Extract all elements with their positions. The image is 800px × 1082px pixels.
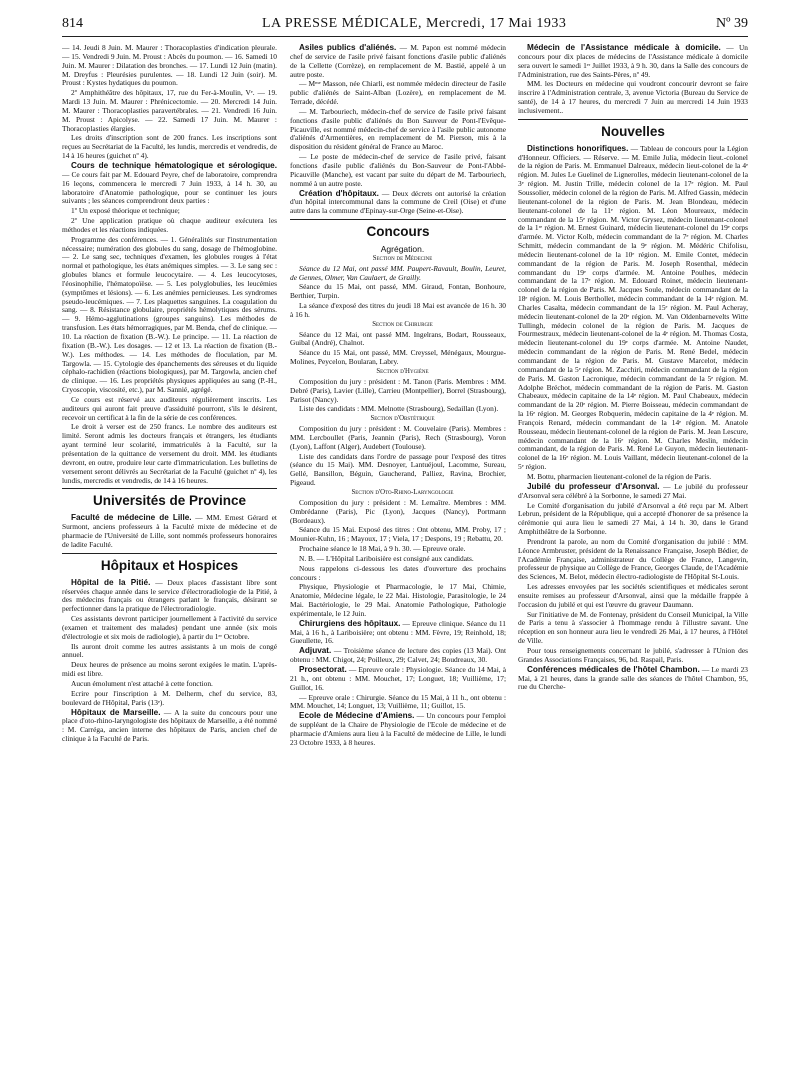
- paragraph: 2º Amphithéâtre des hôpitaux, 17, rue du Fer-à-Moulin, Vᵉ. — 19. Mardi 13 Juin. M. Maurer : Phrénicectomie. — 20. Mercredi 14 Juin. M. Maurer : Thoracoplasties paravertébrales. — 21. Vendredi 16 Juin. M. Proust : Apicolyse. — 22. Samedi 17 Juin. M. Maurer : Thoracoplasties élargies.: [62, 88, 277, 133]
- article-heading: Conférences médicales de l'hôtel Chambon.: [527, 664, 700, 674]
- article-heading: Prosectorat.: [299, 665, 347, 674]
- issue-number: Nº 39: [716, 16, 748, 31]
- article-heading: Distinctions honorifiques.: [527, 143, 629, 153]
- article-heading: Faculté de médecine de Lille.: [71, 513, 192, 523]
- page-header: [62, 14, 748, 37]
- article-text: — Troisième séance de lecture des copies (13 Mai). Ont obtenu : MM. Chigot, 24; Poilleux, 29; Calvet, 24; Boudreaux, 30.: [290, 646, 506, 665]
- article-heading: Asiles publics d'aliénés.: [299, 44, 397, 52]
- paragraph: — Le poste de médecin-chef de service de l'asile privé, faisant fonctions d'asile public d'aliénés du Bon-Sauveur de Pont-l'Abbé-Picauville (Manche), est vacant par suite du départ de M. Tarbouriech, nommé à un autre poste.: [290, 152, 506, 188]
- paragraph: 2º Une application pratique où chaque auditeur exécutera les méthodes et les réactions indiquées.: [62, 216, 277, 234]
- article-text: — Epreuve clinique. Séance du 11 Mai, à 16 h., à Lariboisière; ont obtenu : MM. Fèvre, 19; Reinhold, 18; Gueullette, 16.: [290, 618, 506, 646]
- article-text: — Tableau de concours pour la Légion d'Honneur. Officiers. — Réserve. — M. Emile Julia, médecin lieut.-colonel de la région de Paris. M. Emmanuel Dalreaux, médecin lieut-colonel de la 4ᵉ région. M. Jules Le Guelinel de Lignerolles, médecin lieutenant-colonel de la 3ᵉ région. M. Justin Trille, médecin colonel de la 17ᵉ région. M. Paul Soussolier, médecin colonel de la région de Paris. M. Alfred Gassin, médecin lieutenant-colonel de la région de Paris. M. Jean Blondeau, médecin lieutenant-colonel de la 11ᵉ région. M. Léon Moureaux, médecin commandant de la 15ᵉ région. M. Victor Grysez, médecin lieutenant-colonel de la 1ʳᵉ région. M. Ernest Guinard, médecin lieutenant-colonel du 19ᵉ corps d'armée. M. Victor Kolb, médecin commandant de la 7ᵉ région. M. Charles Schmitt, médecin commandant de la 9ᵉ région. M. Médéric Chifolisu, médecin lieutenant-colonel de la 10ᵉ région. M. Emile Contet, médecin commandant de la région de Paris. M. Joseph Rosenthal, médecin commandant du 19ᵉ corps d'armée. M. Antoine Poulhes, médecin commandant de la 17ᵉ région. M. Edouard Roinet, médecin lieutenant-colonel de la région de Paris. M. Jacques Soule, médecin commandant de la 18ᵉ région. M. Louis Berthollet, médecin commandant de la 14ᵉ région. M. Charles Casalta, médecin commandant de la 15ᵉ région. M. Paul Acheray, médecin lieutenant-colonel de la 20ᵉ région. M. Van Oldenbarnevelts Witte Tullingh, médecin colonel de la région de Paris. M. Jacques de Fourmestraux, médecin lieutenant-colonel de la 4ᵉ région. M. Thomas Costa, médecin lieutenant-colonel du 19ᵉ corps d'armée. M. Antoine Naudet, médecin commandant de la région de Paris. M. René Bedel, médecin commandant de la région de Paris. M. Gustave Marcelot, médecin commandant de la 5ᵉ région. M. Zacchiri, médecin commandant de la région de Paris. M. Gaston Lacronique, médecin commandant de la 5ᵉ région. M. Adolphe Bréchot, médecin commandant de la région de Paris. M. Gaston Chabeaux, médecin capitaine de la 14ᵉ région. M. Paul Chabeaux, médecin commandant de la 20ᵉ région. M. Pierre Boisseau, médecin commandant de la 16ᵉ région. M. Georges Robquerin, médecin capitaine de la 4ᵉ région. M. François Renard, médecin commandant de la 14ᵉ région. M. Anatole Rousseau, médecin lieutenant-colonel de la région de Paris. M. Jean Lescure, médecin commandant de la 16ᵉ région. M. Charles Meslin, médecin commandant, de la région de Paris. M. René Le Guyon, médecin lieutenant-colonel de la 16ᵉ région. M. Louis Vaillant, médecin lieutenant-colonel de la 5ᵉ région.: [518, 143, 748, 472]
- paragraph: Composition du jury : président : M. Lemaître. Membres : MM. Ombrédanne (Paris), Pic (Lyon), Jacques (Nancy), Portmann (Bordeaux).: [290, 497, 506, 525]
- column-2: [290, 44, 506, 1074]
- article-heading: Médecin de l'Assistance médicale à domicile.: [527, 44, 721, 52]
- paragraph: Séance du 15 Mai, ont passé, MM. Giraud, Fontan, Bonhoure, Berthier, Turpin.: [290, 282, 506, 301]
- article-heading: Adjuvat.: [299, 646, 332, 656]
- article-text: — MM. Ernest Gérard et Surmont, anciens professeurs à la Faculté mixte de médecine et de pharmacie de l'Université de Lille, sont nommés professeurs honoraires de ladite Faculté.: [62, 513, 277, 549]
- subsection-heading: Section d'Oto-Rhino-Laryngologie: [351, 488, 454, 496]
- column-1: [62, 44, 277, 1074]
- paragraph: Séance du 12 Mai, ont passé MM. Ingelrans, Bodart, Rousseaux, Guibal (André), Chalnot.: [290, 329, 506, 348]
- paragraph: Liste des candidats dans l'ordre de passage pour l'exposé des titres (séance du 15 Mai). MM. Desnoyer, Lantuéjoul, Lacomme, Sureau, Gellé, Bansillon, Béguin, Gaucherand, Palliez, Ravina, Brochier, Pigeaud.: [290, 451, 506, 488]
- divider: [518, 119, 748, 120]
- subsection-heading: Section de Chirurgie: [372, 320, 433, 328]
- subsection-heading: Section d'Obstétrique: [370, 415, 435, 423]
- paragraph: — 14. Jeudi 8 Juin. M. Maurer : Thoracoplasties d'indication pleurale. — 15. Vendredi 9 Juin. M. Proust : Abcès du poumon. — 16. Samedi 10 Juin. M. Maurer : Dilatation des bronches. — 17. Lundi 12 Juin (matin). M. Dreyfus : Pleurésies purulentes. — 18. Lundi 12 Juin (soir). M. Proust : Kystes hydatiques du poumon.: [62, 44, 277, 88]
- paragraph: — M. Tarbouriech, médecin-chef de service de l'asile privé faisant fonctions d'asile public d'aliénés du Bon Sauveur de Pont-l'Evêque-Picauville, est nommé médecin-chef de service à l'asile public autonome d'aliénés d'Armentières, en remplacement de M. Pierson, mis à la disposition du résident général de France au Maroc.: [290, 106, 506, 152]
- section-title-concours: Concours: [366, 224, 430, 240]
- article-text: — Un concours pour l'emploi de suppléant de la Chaire de Physiologie de l'Ecole de médecine et de pharmacie d'Amiens aura lieu à la Faculté de médecine de Lille, le lundi 23 Octobre 1933, à 8 heures.: [290, 711, 506, 747]
- divider: [290, 219, 506, 220]
- paragraph: Les adresses envoyées par les sociétés scientifiques et médicales seront ensuite remises au professeur d'Arsonval, ainsi que la médaille frappée à l'occasion du jubilé et qui est l'œuvre du graveur Daumann.: [518, 582, 748, 609]
- article-heading: Hôpital de la Pitié.: [71, 577, 151, 587]
- article-text: — Deux décrets ont autorisé la création d'un hôpital intercommunal dans la commune de Creil (Oise) et d'une autre dans la commune d'Epinay-sur-Orge (Seine-et-Oise).: [290, 188, 506, 216]
- paragraph: Prendront la parole, au nom du Comité d'organisation du jubilé : MM. Léonce Armbruster, président de la Renaissance Française, Joseph Bédier, de l'Académie Française, administrateur du Collège de France, Langevin, professeur de physique au Collège de France, Georges Claude, de l'Académie des Sciences, M. Belot, médecin électro-radiologiste de l'Hôpital St-Louis.: [518, 536, 748, 582]
- section-title-universites: Universités de Province: [92, 493, 247, 509]
- article-text: — Epreuve orale : Physiologie. Séance du 14 Mai, à 21 h., ont obtenu : MM. Mouchet, 17; Longuet, 18; Vuillième, 17; Guillot, 16.: [290, 665, 506, 692]
- paragraph: Le droit à verser est de 250 francs. Le nombre des auditeurs est limité. Seront admis les docteurs français et étrangers, les étudiants ayant terminé leur scolarité, immatriculés à la Faculté, sur la présentation de la quittance de versement du droit. MM. les étudiants devront, en outre, produire leur carte d'immatriculation. Les bulletins de versement seront délivrés au Secrétariat de la Faculté (guichet nº 4), les lundis, mercredis et vendredis, de 14 à 16 heures.: [62, 422, 277, 485]
- article-heading: Création d'hôpitaux.: [299, 188, 379, 198]
- journal-title: LA PRESSE MÉDICALE, Mercredi, 17 Mai 1933: [262, 16, 567, 31]
- paragraph: Le Comité d'organisation du jubilé d'Arsonval a été reçu par M. Albert Lebrun, président de la République, qui a accepté d'honorer de sa présence la cérémonie qui aura lieu le samedi 27 Mai, à 14 h. 30, dans le Grand Amphithéâtre de la Sorbonne.: [518, 500, 748, 537]
- article-heading: Jubilé du professeur d'Arsonval.: [527, 481, 660, 491]
- paragraph: Deux heures de présence au moins seront exigées le matin. L'après-midi est libre.: [62, 660, 277, 679]
- column-3: [518, 44, 748, 1074]
- paragraph: Ils auront droit comme les autres assistants à un mois de congé annuel.: [62, 641, 277, 660]
- paragraph: — Epreuve orale : Chirurgie. Séance du 15 Mai, à 11 h., ont obtenu : MM. Mouchet, 14; Longuet, 13; Vuillième, 11; Guillot, 15.: [290, 692, 506, 711]
- paragraph: Composition du jury : président : M. Couvelaire (Paris). Membres : MM. Lercboullet (Paris, Jeannin (Paris), Rech (Strasbourg), Voron (Lyon), Laffont (Alger), Audebert (Toulouse).: [290, 424, 506, 451]
- article-heading: Hôpitaux de Marseille.: [71, 707, 161, 717]
- paragraph: Ces assistants devront participer journellement à l'activité du service (examen et traitement des malades) pendant une année (six mois d'électrologie et six mois de radiologie), à partir du 1ᵉʳ Octobre.: [62, 614, 277, 641]
- paragraph: Ce cours est réservé aux auditeurs régulièrement inscrits. Les auditeurs qui auront fait preuve d'assiduité pourront, s'ils le désirent, recevoir un certificat à la fin de la série de ces conférences.: [62, 394, 277, 422]
- subsection-heading: Section de Médecine: [372, 254, 433, 262]
- paragraph: Liste des candidats : MM. Melnotte (Strasbourg), Sedaillan (Lyon).: [299, 404, 499, 414]
- paragraph: 1º Un exposé théorique et technique;: [71, 206, 180, 216]
- paragraph: Nous rappelons ci-dessous les dates d'ouverture des prochains concours :: [290, 563, 506, 582]
- paragraph: M. Bottu, pharmacien lieutenant-colonel de la région de Paris.: [527, 471, 712, 481]
- article-text: — Deux places d'assistant libre sont réservées chaque année dans le service d'électroradiologie de la Pitié, à des médecins français ou étrangers parlant le français, désirant se perfectionner dans la pratique de l'électroradiologie.: [62, 577, 277, 614]
- divider: [62, 553, 277, 554]
- section-title-hopitaux: Hôpitaux et Hospices: [100, 557, 239, 573]
- subsection-heading: Agrégation.: [380, 244, 425, 255]
- paragraph: Composition du jury : président : M. Tanon (Paris. Membres : MM. Debré (Paris), Lavier (Lille), Carrieu (Montpellier), Borrel (Strasbourg), Parisot (Nancy).: [290, 376, 506, 404]
- divider: [62, 488, 277, 489]
- paragraph: Séance du 15 Mai, ont passé, MM. Creyssel, Ménégaux, Mourgue-Molines, Peycelon, Boularan, Labry.: [290, 348, 506, 367]
- paragraph: MM. les Docteurs en médecine qui voudront concourir devront se faire inscrire à l'Administration centrale, 3, avenue Victoria (Bureau du Service de santé), de 14 à 17 heures, du mercredi 7 Juin au mercredi 14 Juin 1933 inclusivement..: [518, 79, 748, 115]
- article-heading: Chirurgiens des hôpitaux.: [299, 618, 401, 628]
- paragraph: Les droits d'inscription sont de 200 francs. Les inscriptions sont reçues au Secrétariat de la Faculté, les lundis, mercredis et vendredis, de 14 à 16 heures (guichet nº 4).: [62, 133, 277, 161]
- subsection-heading: Section d'Hygiène: [376, 368, 429, 375]
- paragraph: La séance d'exposé des titres du jeudi 18 Mai est avancée de 16 h. 30 à 16 h.: [290, 301, 506, 319]
- article-heading: Ecole de Médecine d'Amiens.: [299, 711, 415, 721]
- paragraph: Pour tous renseignements concernant le jubilé, s'adresser à l'Union des Grandes Associations Françaises, 96, bd. Raspail, Paris.: [518, 646, 748, 664]
- paragraph: N. B. — L'Hôpital Lariboisière est consigné aux candidats.: [299, 553, 474, 563]
- paragraph: Séance du 15 Mai. Exposé des titres : Ont obtenu, MM. Proby, 17 ; Mounier-Kuhn, 16 ; Mayoux, 17 ; Viela, 17 ; Despons, 19 ; Rebattu, 20.: [290, 525, 506, 544]
- section-title-nouvelles: Nouvelles: [601, 123, 665, 139]
- paragraph: Prochaine séance le 18 Mai, à 9 h. 30. — Epreuve orale.: [299, 544, 466, 554]
- article-text: — A la suite du concours pour une place d'oto-rhino-laryngologiste des hôpitaux de Marseille, a été nommé : M. Carréga, ancien interne des hôpitaux de Paris, ancien chef de clinique à la Faculté de Paris.: [62, 707, 277, 744]
- paragraph: Aucun émolument n'est attaché à cette fonction.: [71, 679, 213, 688]
- paragraph: Programme des conférences. — 1. Généralités sur l'instrumentation nécessaire; numération des globules du sang, dosage de l'hémoglobine. — 2. Le sang sec, techniques d'examen, les globules rouges à l'état normal et pathologique, les états anémiques simples. — 3. Le sang sec : globules blancs et formule leucocytaire. — 4. Les leucocytoses, l'éosinophilie, l'hématopoïèse. — 5. Les polyglobulies, les leucémies (symptômes et lésions). — 6. Les anémies pernicieuses. Les syndromes pseudo-leucémiques. — 7. Les plaquettes sanguines. La coagulation du sang. — 8. Résistance globulaire, propriétés hémolytiques des sérums. — 9. Hémo-agglutinations (groupes sanguins). Les méthodes de transfusion. Les états hémorragiques, par M. Benda, chef de clinique. — 10. La réaction de fixation (B.-W.). Le principe. — 11. La réaction de fixation (B.-W.). Les dosages. — 12 et 13. La réaction de fixation (B.-W.). Les méthodes. — 14. Les méthodes de floculation, par M. Targowla. — 15. Cytologie des épanchements des séreuses et du liquide céphalo-rachidien (réactions biologiques), par M. Targowla, ancien chef de clinique. — 16. Les propriétés physiques appliquées au sang (P.-H., Cryoscopie, viscosité, etc.), par M. Sannié, agrégé.: [62, 234, 277, 395]
- article-text: — Un concours pour dix places de médecins de l'Assistance médicale à domicile sera ouvert le samedi 1ᵉʳ Juillet 1933, à 9 h. 30, dans la Salle des concours de l'Administration, rue des Saints-Pères, nº 49.: [518, 44, 748, 79]
- article-text: — M. Papon est nommé médecin chef de service de l'asile privé faisant fonctions d'asile public d'aliénés de la Cellette (Corrèze), en remplacement de M. Bastié, appelé à un autre poste.: [290, 44, 506, 79]
- paragraph: Ecrire pour l'inscription à M. Delherm, chef du service, 83, boulevard de l'Hôpital, Paris (13ᵉ).: [62, 688, 277, 707]
- article-text: — Ce cours fait par M. Edouard Peyre, chef de laboratoire, comprendra 16 leçons, commencera le mercredi 7 Juin 1933, à 14 h. 30, au laboratoire d'Anatomie pathologique, pour se continuer les jours suivants ; les séances comprendront deux parties :: [62, 169, 277, 206]
- page-number: 814: [62, 16, 83, 31]
- paragraph: Sur l'initiative de M. de Fontenay, président du Conseil Municipal, la Ville de Paris a tenu à s'associer à l'hommage rendu à l'illustre savant. Une réception en son honneur aura lieu le vendredi 26 Mai, à 17 heures, à l'Hôtel de Ville.: [518, 609, 748, 646]
- article-text: — Le jubilé du professeur d'Arsonval sera célébré à la Sorbonne, le samedi 27 Mai.: [518, 481, 748, 500]
- paragraph: Physique, Physiologie et Pharmacologie, le 17 Mai, Chimie, Anatomie, Médecine légale, le 22 Mai. Histologie, Parasitologie, le 24 Mai. Bactériologie, le 29 Mai. Anatomie Pathologique, Pathologie expérimentale, le 12 Juin.: [290, 582, 506, 618]
- paragraph: Séance du 12 Mai, ont passé MM. Paupert-Ravault, Boulin, Leuret, de Gennes, Olmer, Van Caulaert, de Grailly.: [290, 263, 506, 282]
- paragraph: — Mᵐᵉ Masson, née Chiarli, est nommée médecin directeur de l'asile public d'aliénés de Saint-Alban (Lozère), en remplacement de M. Terrade, décédé.: [290, 79, 506, 107]
- article-text: — Le mardi 23 Mai, à 21 heures, dans la grande salle des séances de l'hôtel Chambon, 95, rue du Cherche-: [518, 664, 748, 692]
- article-heading: Cours de technique hématologique et sérologique.: [71, 160, 277, 170]
